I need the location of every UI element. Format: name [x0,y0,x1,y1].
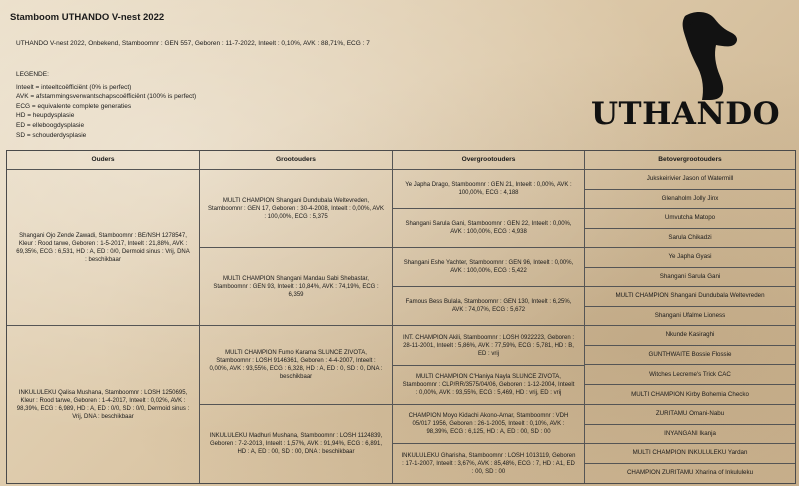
legend-item: AVK = afstammingsverwantschapscoëfficiënt (100% is perfect) [16,93,197,101]
grandparent: MULTI CHAMPION Fumo Karama SLUNCE ZIVOTA, Stamboomnr : LOSH 9146361, Geboren : 4-4-2007, Inteelt : 0,00%, AVK : 93,55%, ECG : 6,328, HD : A, ED : 0, SD : 0, DNA : beschikbaar [200,326,393,405]
great-great-grandparent: GUNTHWAITE Bossie Flossie [585,346,795,366]
great-great-grandparent: Jukskeirivier Jason of Watermill [585,170,795,190]
grandparent: MULTI CHAMPION Shangani Dundubala Weltevreden, Stamboomnr : GEN 17, Geboren : 30-4-2008, Inteelt : 0,00%, AVK : 100,00%, ECG : 5,375 [200,170,393,248]
header-ouders: Ouders [7,151,200,170]
grandparent: INKULULEKU Madhuri Mushana, Stamboomnr : LOSH 1124839, Geboren : 7-2-2013, Inteelt : 1,57%, AVK : 91,94%, ECG : 6,891, HD : A, ED : 00, SD : 00, DNA : beschikbaar [200,405,393,483]
great-great-grandparent: Nkunde Kasiraghi [585,326,795,346]
great-grandparent: INKULULEKU Gharisha, Stamboomnr : LOSH 1013119, Geboren : 17-1-2007, Inteelt : 3,67%, AVK : 85,48%, ECG : 7, HD : A1, ED : 00, SD : 00 [393,444,585,483]
legend-item: ED = elleboogdysplasie [16,121,85,129]
logo-text: UTHANDO [591,96,781,132]
great-great-grandparent: Umvutcha Matopo [585,209,795,229]
great-grandparent: CHAMPION Moyo Kidachi Akono-Amar, Stamboomnr : VDH 05/017 1956, Geboren : 26-1-2005, Inteelt : 0,10%, AVK : 98,39%, ECG : 6,125, HD : A, ED : 00, SD : 00 [393,405,585,444]
parent-dam: INKULULEKU Qalisa Mushana, Stamboomnr : LOSH 1250695, Kleur : Rood tarwe, Geboren : 1-4-2017, Inteelt : 0,02%, AVK : 98,39%, ECG : 6,989, HD : A, ED : 0/0, SD : 0/0, Dermoid sinus : Vrij, DNA : beschikbaar [7,326,200,483]
legend-item: ECG = equivalente complete generaties [16,102,132,110]
great-grandparent: Shangani Sarula Gani, Stamboomnr : GEN 22, Inteelt : 0,00%, AVK : 100,00%, ECG : 4,938 [393,209,585,248]
great-great-grandparent: MULTI CHAMPION Kirby Bohemia Checko [585,385,795,405]
grandparent: MULTI CHAMPION Shangani Mandau Sabi Shebastar, Stamboomnr : GEN 93, Inteelt : 10,84%, AVK : 74,19%, ECG : 6,359 [200,248,393,326]
header-betovergrootouders: Betovergrootouders [585,151,795,170]
header-grootouders: Grootouders [200,151,393,170]
page-title: Stamboom UTHANDO V-nest 2022 [10,12,165,23]
parent-sire: Shangani Ojo Zende Zawadi, Stamboomnr : BE/NSH 1278547, Kleur : Rood tarwe, Geboren : 1-5-2017, Inteelt : 21,88%, AVK : 69,35%, ECG : 6,531, HD : A, ED : 0/0, Dermoid sinus : Vrij, DNA : beschikbaar [7,170,200,326]
great-great-grandparent: CHAMPION ZURITAMU Xharina of Inkululeku [626,469,754,477]
great-great-grandparent: Witches Lecreme's Trick CAC [585,365,795,385]
dog-summary: UTHANDO V-nest 2022, Onbekend, Stamboomnr : GEN 557, Geboren : 11-7-2022, Inteelt : 0,10%, AVK : 88,71%, ECG : 7 [16,40,370,47]
legend-item: Inteelt = inteeltcoëfficiënt (0% is perfect) [16,83,132,91]
pedigree-table [6,150,796,484]
great-great-grandparent: Sarula Chikadzi [585,229,795,249]
great-great-grandparent: Ye Japha Gyasi [585,248,795,268]
great-grandparent: MULTI CHAMPION C'Haniya Nayla SLUNCE ZIVOTA, Stamboomnr : CLP/RR/3575/04/06, Geboren : 1-12-2004, Inteelt : 0,00%, AVK : 93,55%, ECG : 5,469, HD : vrij, ED : vrij [393,366,585,405]
great-great-grandparent: MULTI CHAMPION INKULULEKU Yardan [585,444,795,464]
great-grandparent: INT. CHAMPION Akili, Stamboomnr : LOSH 0922223, Geboren : 28-11-2001, Inteelt : 5,86%, AVK : 77,59%, ECG : 5,781, HD : B, ED : vrij [393,326,585,366]
great-great-grandparent: Shangani Ufalme Lioness [585,307,795,327]
header-overgrootouders: Overgrootouders [393,151,585,170]
great-grandparent: Famous Bess Bulala, Stamboomnr : GEN 130, Inteelt : 6,25%, AVK : 74,07%, ECG : 5,672 [393,287,585,326]
legend-item: SD = schouderdysplasie [16,131,87,139]
great-grandparent: Ye Japha Drago, Stamboomnr : GEN 21, Inteelt : 0,00%, AVK : 100,00%, ECG : 4,188 [393,170,585,209]
great-great-grandparent: Shangani Sarula Gani [585,268,795,288]
great-great-grandparent: INYANGANI Ikanja [585,425,795,445]
great-great-grandparent: ZURITAMU Omani-Nabu [585,405,795,425]
legend-item: HD = heupdysplasie [16,112,75,120]
legend-title: LEGENDE: [16,71,49,78]
great-great-grandparent: Glenaholm Jolly Jinx [585,190,795,210]
legend [16,70,196,140]
great-great-grandparent: MULTI CHAMPION Shangani Dundubala Weltevreden [585,287,795,307]
great-grandparent: Shangani Eshe Yachter, Stamboomnr : GEN 96, Inteelt : 0,00%, AVK : 100,00%, ECG : 5,422 [393,248,585,287]
